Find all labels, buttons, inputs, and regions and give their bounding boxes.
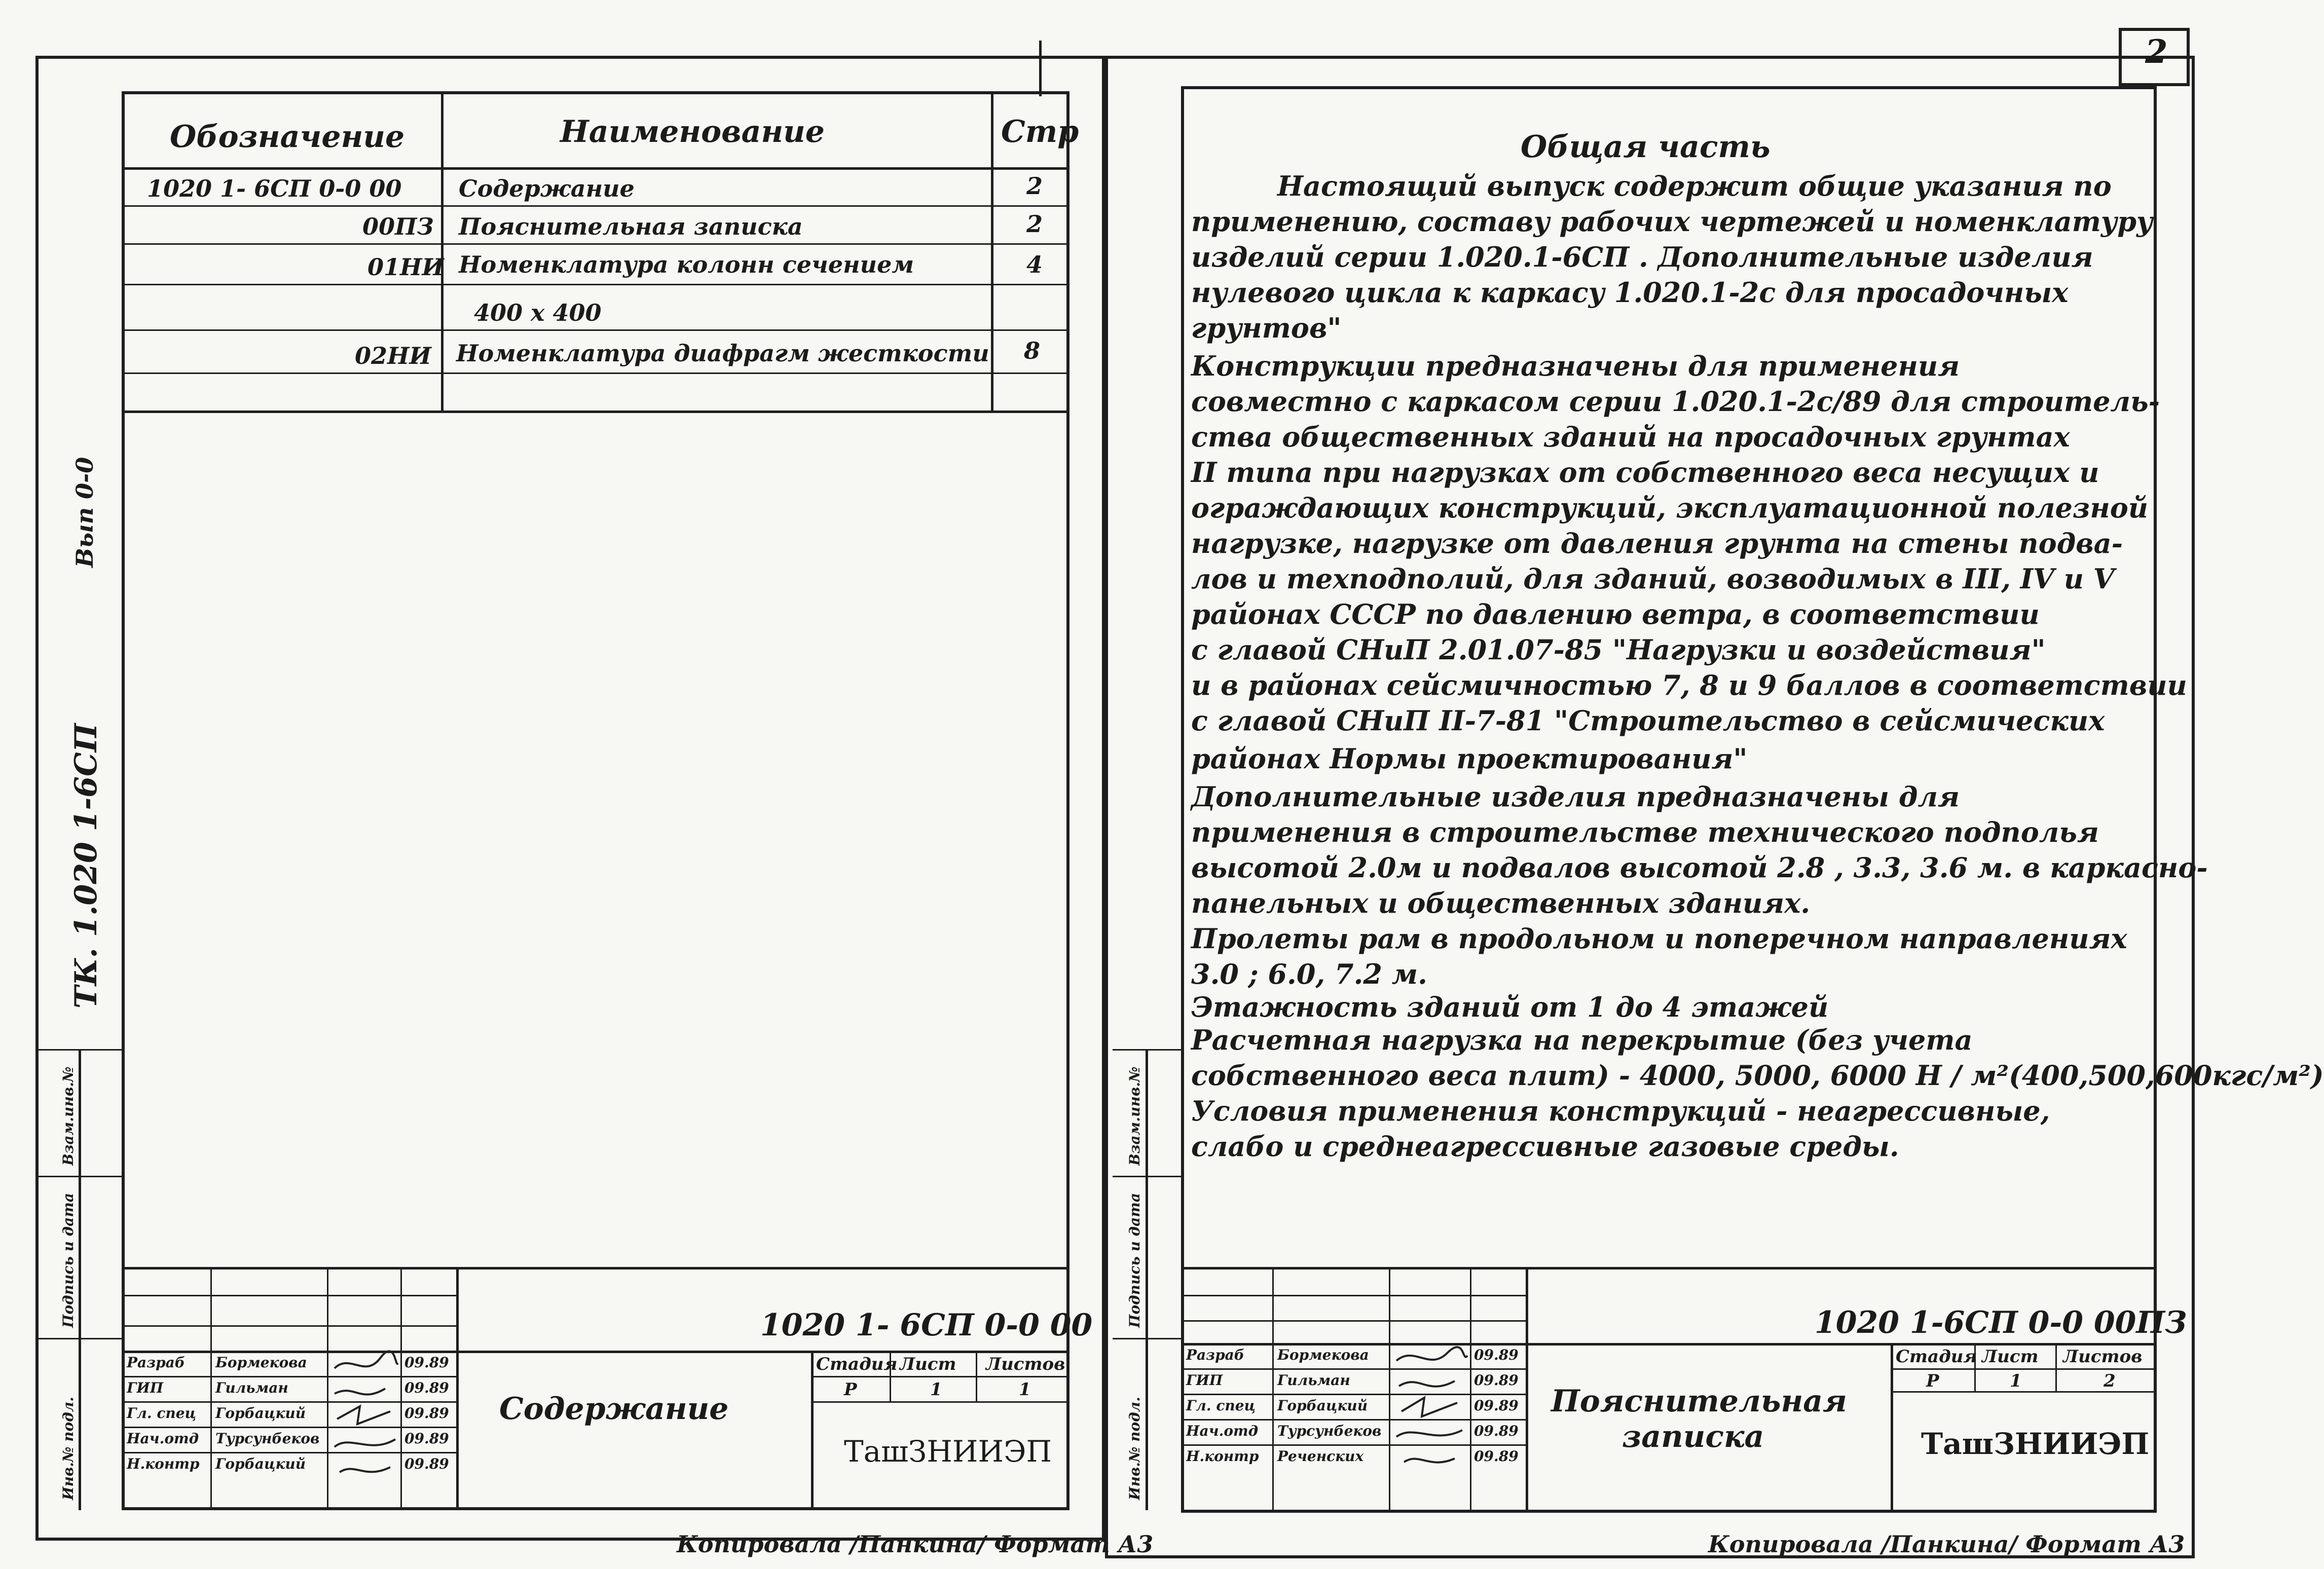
right-doc-title-line1: Пояснительная: [1551, 1384, 1847, 1419]
signer-role: Нач.отд: [1186, 1423, 1259, 1439]
right-footer: Копировала /Панкина/ Формат А3: [1708, 1530, 2185, 1558]
sheet-number: 2: [2145, 33, 2168, 71]
right-stage-label: Стадия: [1896, 1347, 1977, 1367]
text-line: и в районах сейсмичностью 7, 8 и 9 баллов в соответствии: [1191, 669, 2187, 701]
signer-date: 09.89: [1474, 1397, 1519, 1414]
table-row: 2: [1026, 172, 1043, 200]
right-doc-title-line2: записка: [1622, 1419, 1764, 1454]
right-stage-value: Р: [1926, 1371, 1939, 1391]
header-page: Стр: [1001, 114, 1079, 150]
text-line: с главой СНиП II-7-81 "Строительство в сейсмических: [1191, 704, 2105, 737]
signer-name: Гильман: [215, 1379, 288, 1396]
signer-name: Горбацкий: [215, 1405, 306, 1422]
left-org: ТашЗНИИЭП: [844, 1434, 1052, 1469]
text-line: применению, составу рабочих чертежей и номенклатуру: [1191, 205, 2153, 238]
signer-role: Нач.отд: [127, 1430, 199, 1447]
text-line: совместно с каркасом серии 1.020.1-2с/89 для строитель-: [1191, 385, 2160, 418]
left-doc-title: Содержание: [499, 1391, 729, 1427]
signer-role: Гл. спец: [1186, 1397, 1256, 1414]
text-line: Этажность зданий от 1 до 4 этажей: [1191, 991, 1829, 1023]
signer-date: 09.89: [1474, 1347, 1519, 1363]
left-top-notch: [1039, 41, 1042, 96]
signer-name: Бормекова: [215, 1354, 307, 1371]
text-line: Настоящий выпуск содержит общие указания по: [1277, 170, 2112, 202]
table-row: Содержание: [459, 175, 635, 202]
right-sheets-label: Листов: [2063, 1347, 2143, 1367]
table-row: Номенклатура колонн сечением: [459, 251, 914, 278]
signer-name: Реченских: [1277, 1448, 1364, 1465]
left-series-label: ТК. 1.020 1-6СП: [68, 723, 104, 1008]
section-heading: Общая часть: [1521, 129, 1770, 165]
table-row: 4: [1026, 251, 1043, 278]
signer-role: Разраб: [127, 1354, 186, 1371]
table-row: 01НИ: [367, 253, 444, 281]
text-line: ства общественных зданий на просадочных грунтах: [1191, 421, 2070, 453]
signature-scribbles: [1391, 1343, 1470, 1513]
table-row: 8: [1024, 337, 1041, 364]
text-line: II типа при нагрузках от собственного веса несущих и: [1191, 456, 2099, 489]
right-inv-label: Инв.№ подл.: [1126, 1397, 1143, 1500]
left-side-column-line: [79, 1049, 81, 1510]
left-issue-label: Вып 0-0: [71, 457, 98, 568]
text-line: собственного веса плит) - 4000, 5000, 6000 Н / м²(400,500,600кгс/м²): [1191, 1059, 2324, 1092]
left-footer: Копировала /Панкина/ Формат А3: [677, 1530, 1154, 1558]
text-line: слабо и среднеагрессивные газовые среды.: [1191, 1130, 1899, 1163]
signer-role: Гл. спец: [127, 1405, 197, 1422]
left-sheet-value: 1: [930, 1379, 942, 1400]
text-line: ограждающих конструкций, эксплуатационной полезной: [1191, 492, 2148, 524]
text-line: лов и техподполий, для зданий, возводимых в III, IV и V: [1191, 563, 2115, 595]
signer-date: 09.89: [1474, 1372, 1519, 1389]
text-line: 3.0 ; 6.0, 7.2 м.: [1191, 958, 1427, 990]
table-row: Пояснительная записка: [459, 213, 803, 240]
signer-role: Разраб: [1186, 1347, 1245, 1363]
signer-date: 09.89: [404, 1455, 449, 1472]
text-line: Расчетная нагрузка на перекрытие (без учета: [1191, 1024, 1973, 1056]
table-row: Номенклатура диафрагм жесткости: [456, 340, 989, 367]
table-row: 02НИ: [355, 342, 431, 369]
text-line: грунтов": [1191, 312, 1342, 344]
signer-name: Турсунбеков: [215, 1430, 320, 1447]
signer-date: 09.89: [1474, 1423, 1519, 1439]
text-line: районах СССР по давлению ветра, в соответствии: [1191, 598, 2040, 630]
left-stage-value: Р: [844, 1379, 857, 1400]
left-sheet-label: Лист: [900, 1354, 956, 1374]
signer-name: Горбацкий: [215, 1455, 306, 1472]
signer-role: ГИП: [127, 1379, 164, 1396]
left-vzam-label: Взам.инв.№: [60, 1066, 77, 1166]
text-line: нулевого цикла к каркасу 1.020.1-2с для просадочных: [1191, 276, 2069, 309]
signature-scribbles: [329, 1348, 400, 1510]
signer-name: Бормекова: [1277, 1347, 1369, 1363]
left-sign-label: Подпись и дата: [60, 1192, 77, 1328]
right-sheet-value: 1: [2010, 1371, 2022, 1391]
right-side-column-line: [1146, 1049, 1148, 1510]
left-inv-label: Инв.№ подл.: [60, 1397, 77, 1500]
right-doc-code: 1020 1-6СП 0-0 00ПЗ: [1815, 1305, 2187, 1340]
left-sheets-label: Листов: [986, 1354, 1065, 1374]
text-line: Пролеты рам в продольном и поперечном направлениях: [1191, 922, 2127, 955]
right-sheet-label: Лист: [1982, 1347, 2039, 1367]
text-line: Условия применения конструкций - неагрессивные,: [1191, 1095, 2050, 1127]
table-row: 400 х 400: [474, 299, 602, 326]
left-doc-code: 1020 1- 6СП 0-0 00: [760, 1308, 1093, 1343]
signer-role: ГИП: [1186, 1372, 1223, 1389]
right-sign-label: Подпись и дата: [1126, 1192, 1143, 1328]
text-line: Дополнительные изделия предназначены для: [1191, 780, 1960, 813]
header-designation: Обозначение: [170, 119, 405, 155]
right-sheets-value: 2: [2104, 1371, 2116, 1391]
text-line: с главой СНиП 2.01.07-85 "Нагрузки и воздействия": [1191, 633, 2046, 666]
signer-name: Гильман: [1277, 1372, 1350, 1389]
signer-name: Турсунбеков: [1277, 1423, 1382, 1439]
signer-date: 09.89: [404, 1430, 449, 1447]
signer-date: 09.89: [404, 1379, 449, 1396]
right-org: ТашЗНИИЭП: [1921, 1427, 2150, 1461]
left-stage-label: Стадия: [816, 1354, 898, 1374]
text-line: применения в строительстве технического подполья: [1191, 816, 2099, 848]
table-row: 2: [1026, 210, 1043, 238]
text-line: Конструкции предназначены для применения: [1191, 350, 1960, 382]
signer-date: 09.89: [404, 1405, 449, 1422]
right-vzam-label: Взам.инв.№: [1126, 1066, 1143, 1166]
signer-date: 09.89: [1474, 1448, 1519, 1465]
text-line: нагрузке, нагрузке от давления грунта на стены подва-: [1191, 527, 2123, 559]
left-sheets-value: 1: [1019, 1379, 1031, 1400]
signer-date: 09.89: [404, 1354, 449, 1371]
text-line: районах Нормы проектирования": [1191, 742, 1748, 775]
text-line: панельных и общественных зданиях.: [1191, 887, 1811, 919]
signer-role: Н.контр: [127, 1455, 200, 1472]
text-line: высотой 2.0м и подвалов высотой 2.8 , 3.3, 3.6 м. в каркасно-: [1191, 851, 2208, 884]
text-line: изделий серии 1.020.1-6СП . Дополнительные изделия: [1191, 241, 2093, 273]
signer-name: Горбацкий: [1277, 1397, 1368, 1414]
table-row: 00ПЗ: [362, 213, 434, 240]
signer-role: Н.контр: [1186, 1448, 1259, 1465]
table-row: 1020 1- 6СП 0-0 00: [147, 175, 402, 202]
header-name: Наименование: [560, 114, 825, 150]
